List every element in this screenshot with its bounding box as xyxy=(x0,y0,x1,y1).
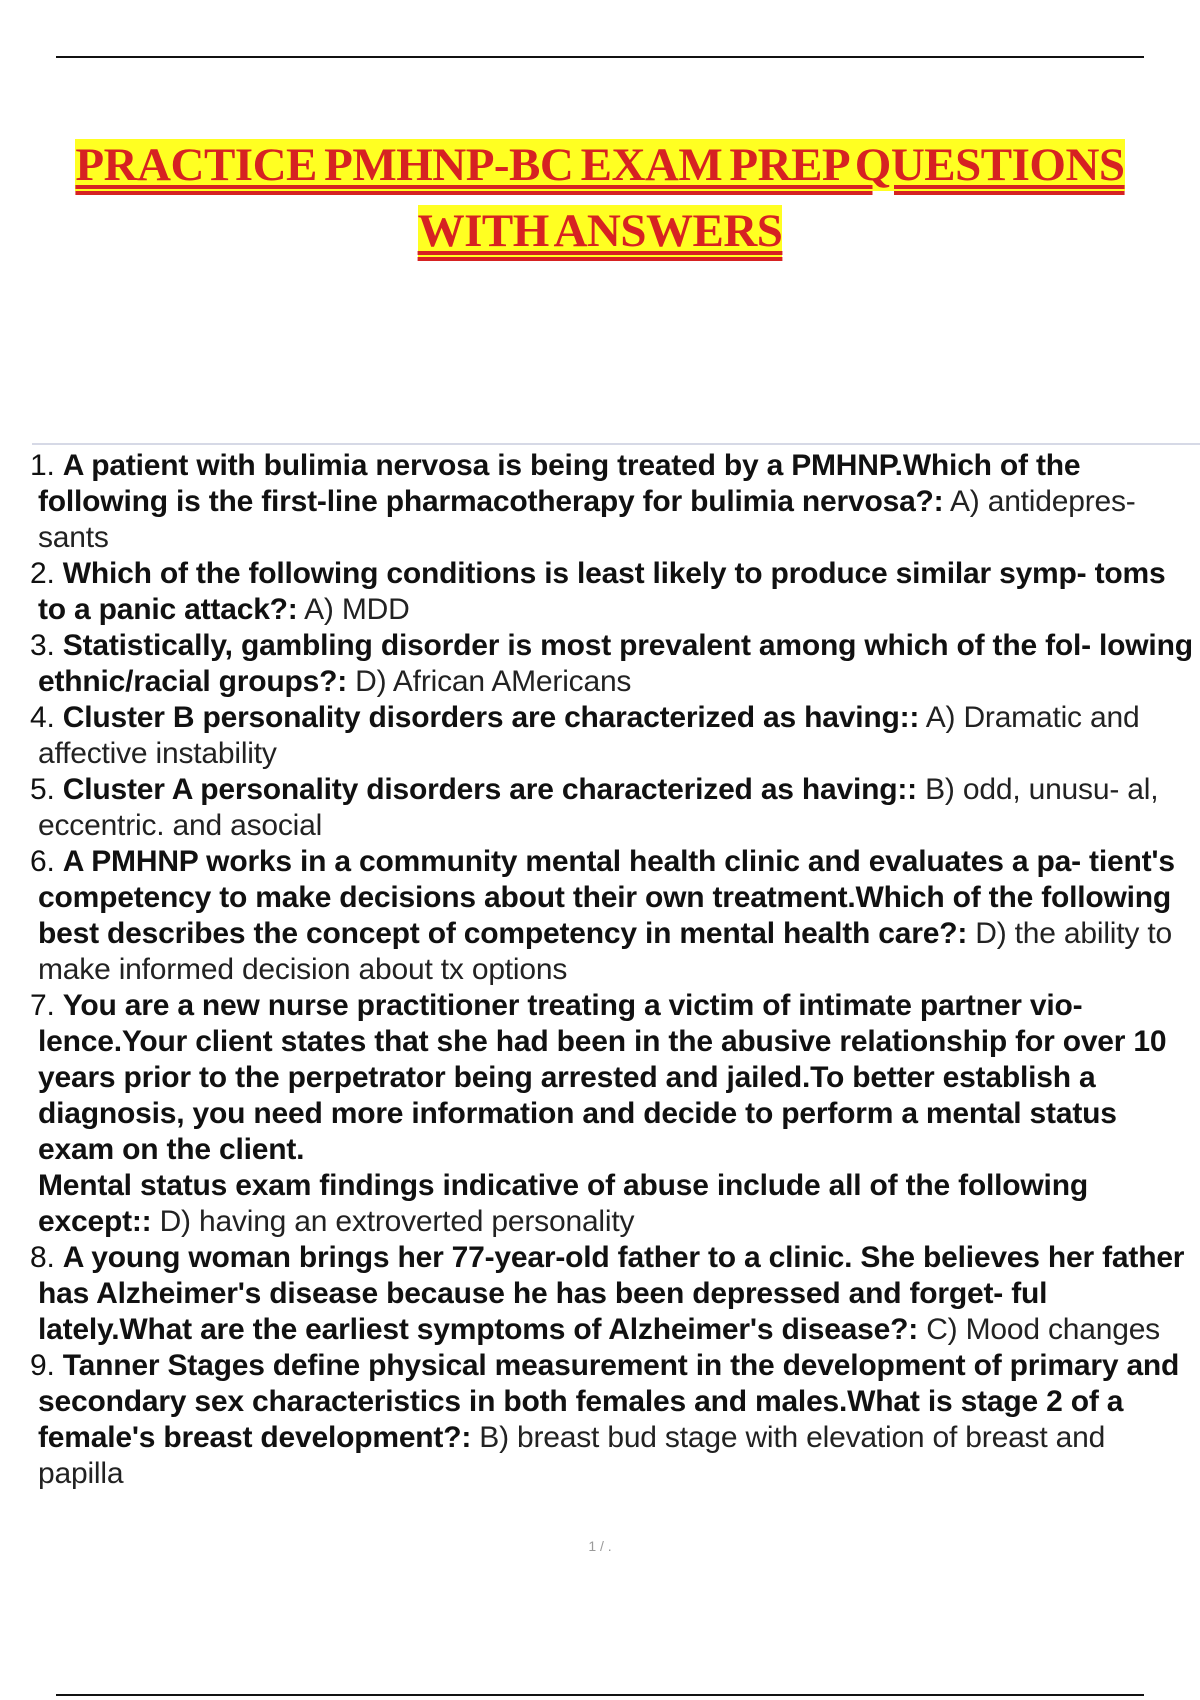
question-list xyxy=(30,448,1195,1492)
answer-text: D) African AMericans xyxy=(355,665,632,698)
question-text: Cluster B personality disorders are characterized as having:: xyxy=(62,701,920,734)
answer-text: A) Dramatic and affective instability xyxy=(38,701,1140,770)
question-text: Tanner Stages define physical measurement in the development of primary and secondary sex characteristics in both females and males.What is stage 2 of a female's breast development?: xyxy=(38,1349,1180,1454)
question-text: Statistically, gambling disorder is most prevalent among which of the fol- lowing ethnic/racial groups?: xyxy=(38,629,1193,698)
question-item xyxy=(30,1348,1195,1492)
question-item xyxy=(30,556,1195,628)
question-text: You are a new nurse practitioner treating a victim of intimate partner vio- lence.Your client states that she had been in the abusive relationship for over 10 years prior to the perpetrator being arrested and jailed.To better establish a diagnosis, you need more information and decide to perform a mental status exam on the client. xyxy=(38,989,1167,1166)
bottom-rule xyxy=(56,1694,1144,1696)
title-line-2: WITH ANSWERS xyxy=(417,205,783,257)
question-number: 8. xyxy=(30,1241,55,1274)
answer-text: D) having an extroverted personality xyxy=(159,1205,635,1238)
question-item xyxy=(30,772,1195,844)
answer-text: B) breast bud stage with elevation of breast and papilla xyxy=(38,1421,1106,1490)
document-title xyxy=(0,132,1200,264)
question-text: A young woman brings her 77-year-old father to a clinic. She believes her father has Alzheimer's disease because he has been depressed and forget- ful lately.What are the earliest symptoms of Alzheimer's disease?: xyxy=(38,1241,1185,1346)
question-number: 4. xyxy=(30,701,55,734)
answer-text: B) odd, unusu- al, eccentric. and asocial xyxy=(38,773,1159,842)
question-item xyxy=(30,448,1195,556)
question-item xyxy=(30,844,1195,988)
section-divider xyxy=(32,443,1200,445)
question-item xyxy=(30,988,1195,1240)
answer-text: D) the ability to make informed decision about tx options xyxy=(38,917,1172,986)
question-text: A patient with bulimia nervosa is being treated by a PMHNP.Which of the following is the first-line pharmacotherapy for bulimia nervosa?: xyxy=(38,449,1081,518)
question-number: 1. xyxy=(30,449,55,482)
page-number: 1 / . xyxy=(588,1538,612,1554)
question-text-continued: Mental status exam findings indicative of abuse include all of the following except:: xyxy=(38,1169,1088,1238)
question-number: 2. xyxy=(30,557,55,590)
question-number: 9. xyxy=(30,1349,55,1382)
title-line-1: PRACTICE PMHNP-BC EXAM PREP QUESTIONS xyxy=(75,139,1125,191)
question-number: 7. xyxy=(30,989,55,1022)
question-item xyxy=(30,1240,1195,1348)
question-item xyxy=(30,700,1195,772)
question-number: 6. xyxy=(30,845,55,878)
question-text: Cluster A personality disorders are characterized as having:: xyxy=(62,773,917,806)
question-item xyxy=(30,628,1195,700)
answer-text: A) antidepres- sants xyxy=(38,485,1136,554)
question-text: Which of the following conditions is least likely to produce similar symp- toms to a panic attack?: xyxy=(38,557,1166,626)
question-text: A PMHNP works in a community mental health clinic and evaluates a pa- tient's competency to make decisions about their own treatment.Which of the following best describes the concept of competency in mental health care?: xyxy=(38,845,1175,950)
top-rule xyxy=(56,56,1144,58)
question-number: 3. xyxy=(30,629,55,662)
question-number: 5. xyxy=(30,773,55,806)
answer-text: A) MDD xyxy=(304,593,410,626)
answer-text: C) Mood changes xyxy=(926,1313,1160,1346)
